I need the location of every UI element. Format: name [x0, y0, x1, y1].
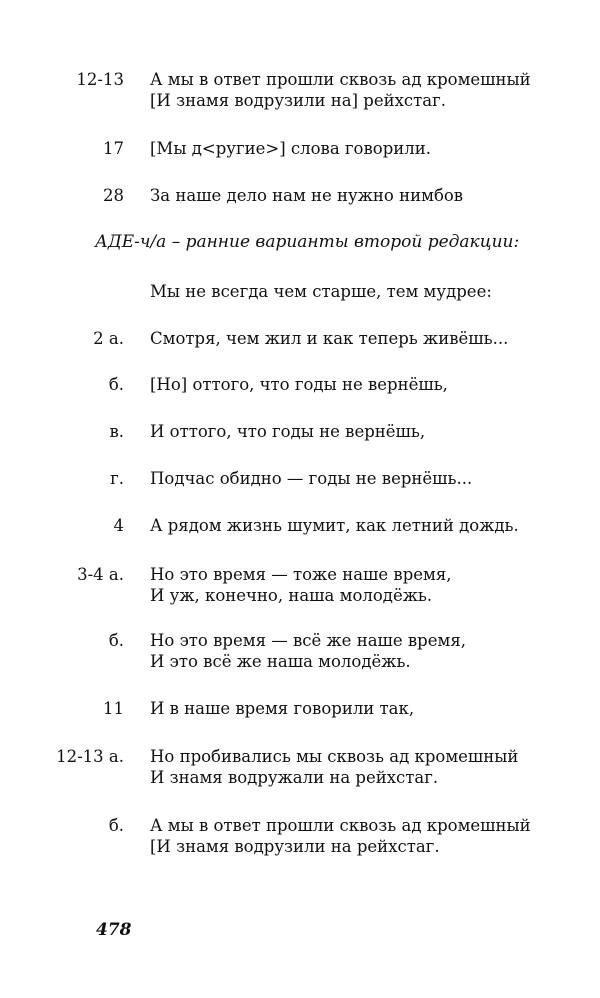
- entry-text: [150, 698, 570, 719]
- section-heading: АДЕ-ч/а – ранние варианты второй редакции:: [95, 232, 520, 252]
- entry-line: Но это время — всё же наше время,: [150, 631, 466, 650]
- entry-line: [И знамя водрузили на рейхстаг.: [150, 837, 440, 856]
- line-number: г.: [110, 469, 124, 488]
- entry-line: Смотря, чем жил и как теперь живёшь...: [150, 329, 509, 348]
- line-number: 11: [103, 699, 124, 718]
- line-number: б.: [108, 375, 124, 394]
- entry-line: И в наше время говорили так,: [150, 699, 415, 718]
- entry-text: [150, 564, 570, 606]
- entry-line: А мы в ответ прошли сквозь ад кромешный: [150, 70, 531, 89]
- entry-text: [150, 69, 570, 111]
- entry-line: За наше дело нам не нужно нимбов: [150, 186, 464, 205]
- entry-line: И уж, конечно, наша молодёжь.: [150, 586, 433, 605]
- line-number: 4: [113, 516, 124, 535]
- entry-line: И это всё же наша молодёжь.: [150, 652, 411, 671]
- line-number: б.: [108, 816, 124, 835]
- line-number: 12-13 а.: [56, 747, 124, 766]
- entry-line: [И знамя водрузили на] рейхстаг.: [150, 91, 447, 110]
- entry-text: [150, 374, 570, 395]
- entry-text: [150, 746, 570, 788]
- entry-line: А рядом жизнь шумит, как летний дождь.: [150, 516, 519, 535]
- entry-line: Но это время — тоже наше время,: [150, 565, 452, 584]
- line-number: в.: [109, 422, 124, 441]
- entry-text: [150, 815, 570, 857]
- line-number: 12-13: [76, 70, 124, 89]
- entry-text: [150, 138, 570, 159]
- line-number: 3-4 а.: [77, 565, 124, 584]
- entry-line: И знамя водружали на рейхстаг.: [150, 768, 439, 787]
- entry-text: [150, 185, 570, 206]
- entry-line: Но пробивались мы сквозь ад кромешный: [150, 747, 519, 766]
- line-number: 17: [103, 139, 124, 158]
- entry-text: [150, 421, 570, 442]
- intro-line: Мы не всегда чем старше, тем мудрее:: [150, 282, 492, 301]
- line-number: б.: [108, 631, 124, 650]
- entry-text: [150, 515, 570, 536]
- line-number: 2 а.: [93, 329, 124, 348]
- entry-line: Подчас обидно — годы не вернёшь...: [150, 469, 473, 488]
- line-number: 28: [103, 186, 124, 205]
- entry-line: [Но] оттого, что годы не вернёшь,: [150, 375, 448, 394]
- entry-text: [150, 328, 570, 349]
- entry-text: [150, 468, 570, 489]
- entry-line: [Мы д<ругие>] слова говорили.: [150, 139, 431, 158]
- entry-line: А мы в ответ прошли сквозь ад кромешный: [150, 816, 531, 835]
- entry-text: [150, 630, 570, 672]
- entry-line: И оттого, что годы не вернёшь,: [150, 422, 426, 441]
- page-number: 478: [96, 920, 132, 940]
